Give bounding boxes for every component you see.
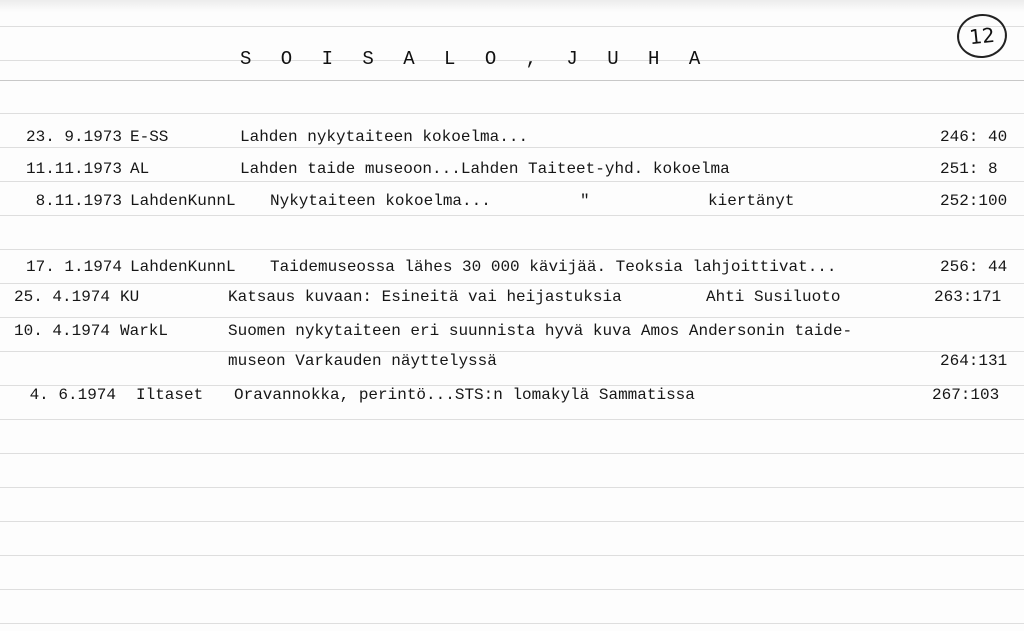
entry-date: 10. 4.1974 (13, 322, 110, 340)
entry-ditto-mark: " (580, 192, 590, 210)
entry-date: 23. 9.1973 (25, 128, 122, 146)
entry-text: Katsaus kuvaan: Esineitä vai heijastuksia (228, 288, 622, 306)
entry-text: Lahden taide museoon...Lahden Taiteet-yhd. kokoelma (240, 160, 730, 178)
entry-ref: 264:131 (940, 352, 1008, 370)
entry-source: Iltaset (136, 386, 204, 404)
entry-date: 8.11.1973 (35, 192, 122, 210)
entry-source: LahdenKunnL (130, 258, 236, 276)
card-top-edge (0, 0, 1024, 12)
card-number-circle (955, 12, 1009, 61)
entry-date: 4. 6.1974 (29, 386, 116, 404)
entry-ref: 256: 44 (940, 258, 1008, 276)
entry-note: Ahti Susiluoto (706, 288, 841, 306)
entry-ref: 267:103 (932, 386, 1000, 404)
entry-ref: 246: 40 (940, 128, 1008, 146)
entry-source: LahdenKunnL (130, 192, 236, 210)
card-heading: S O I S A L O , J U H A (240, 48, 710, 70)
entry-date: 25. 4.1974 (13, 288, 110, 306)
entry-source: WarkL (120, 322, 169, 340)
entry-text: Lahden nykytaiteen kokoelma... (240, 128, 529, 146)
card-number: 12 (968, 22, 996, 50)
entry-source: AL (130, 160, 150, 178)
entry-text: Taidemuseossa lähes 30 000 kävijää. Teoksia lahjoittivat... (270, 258, 837, 276)
entry-date: 11.11.1973 (25, 160, 122, 178)
entry-ref: 263:171 (934, 288, 1002, 306)
entry-source: KU (120, 288, 140, 306)
entry-source: E-SS (130, 128, 169, 146)
entry-text: Nykytaiteen kokoelma... (270, 192, 491, 210)
entry-date: 17. 1.1974 (25, 258, 122, 276)
entry-ref: 251: 8 (940, 160, 998, 178)
entry-ref: 252:100 (940, 192, 1008, 210)
entry-text: Suomen nykytaiteen eri suunnista hyvä kuva Amos Andersonin taide- (228, 322, 853, 340)
entry-text: Oravannokka, perintö...STS:n lomakylä Sammatissa (234, 386, 695, 404)
entry-note: kiertänyt (708, 192, 795, 210)
header-rule (0, 80, 1024, 81)
entry-text-continuation: museon Varkauden näyttelyssä (228, 352, 497, 370)
